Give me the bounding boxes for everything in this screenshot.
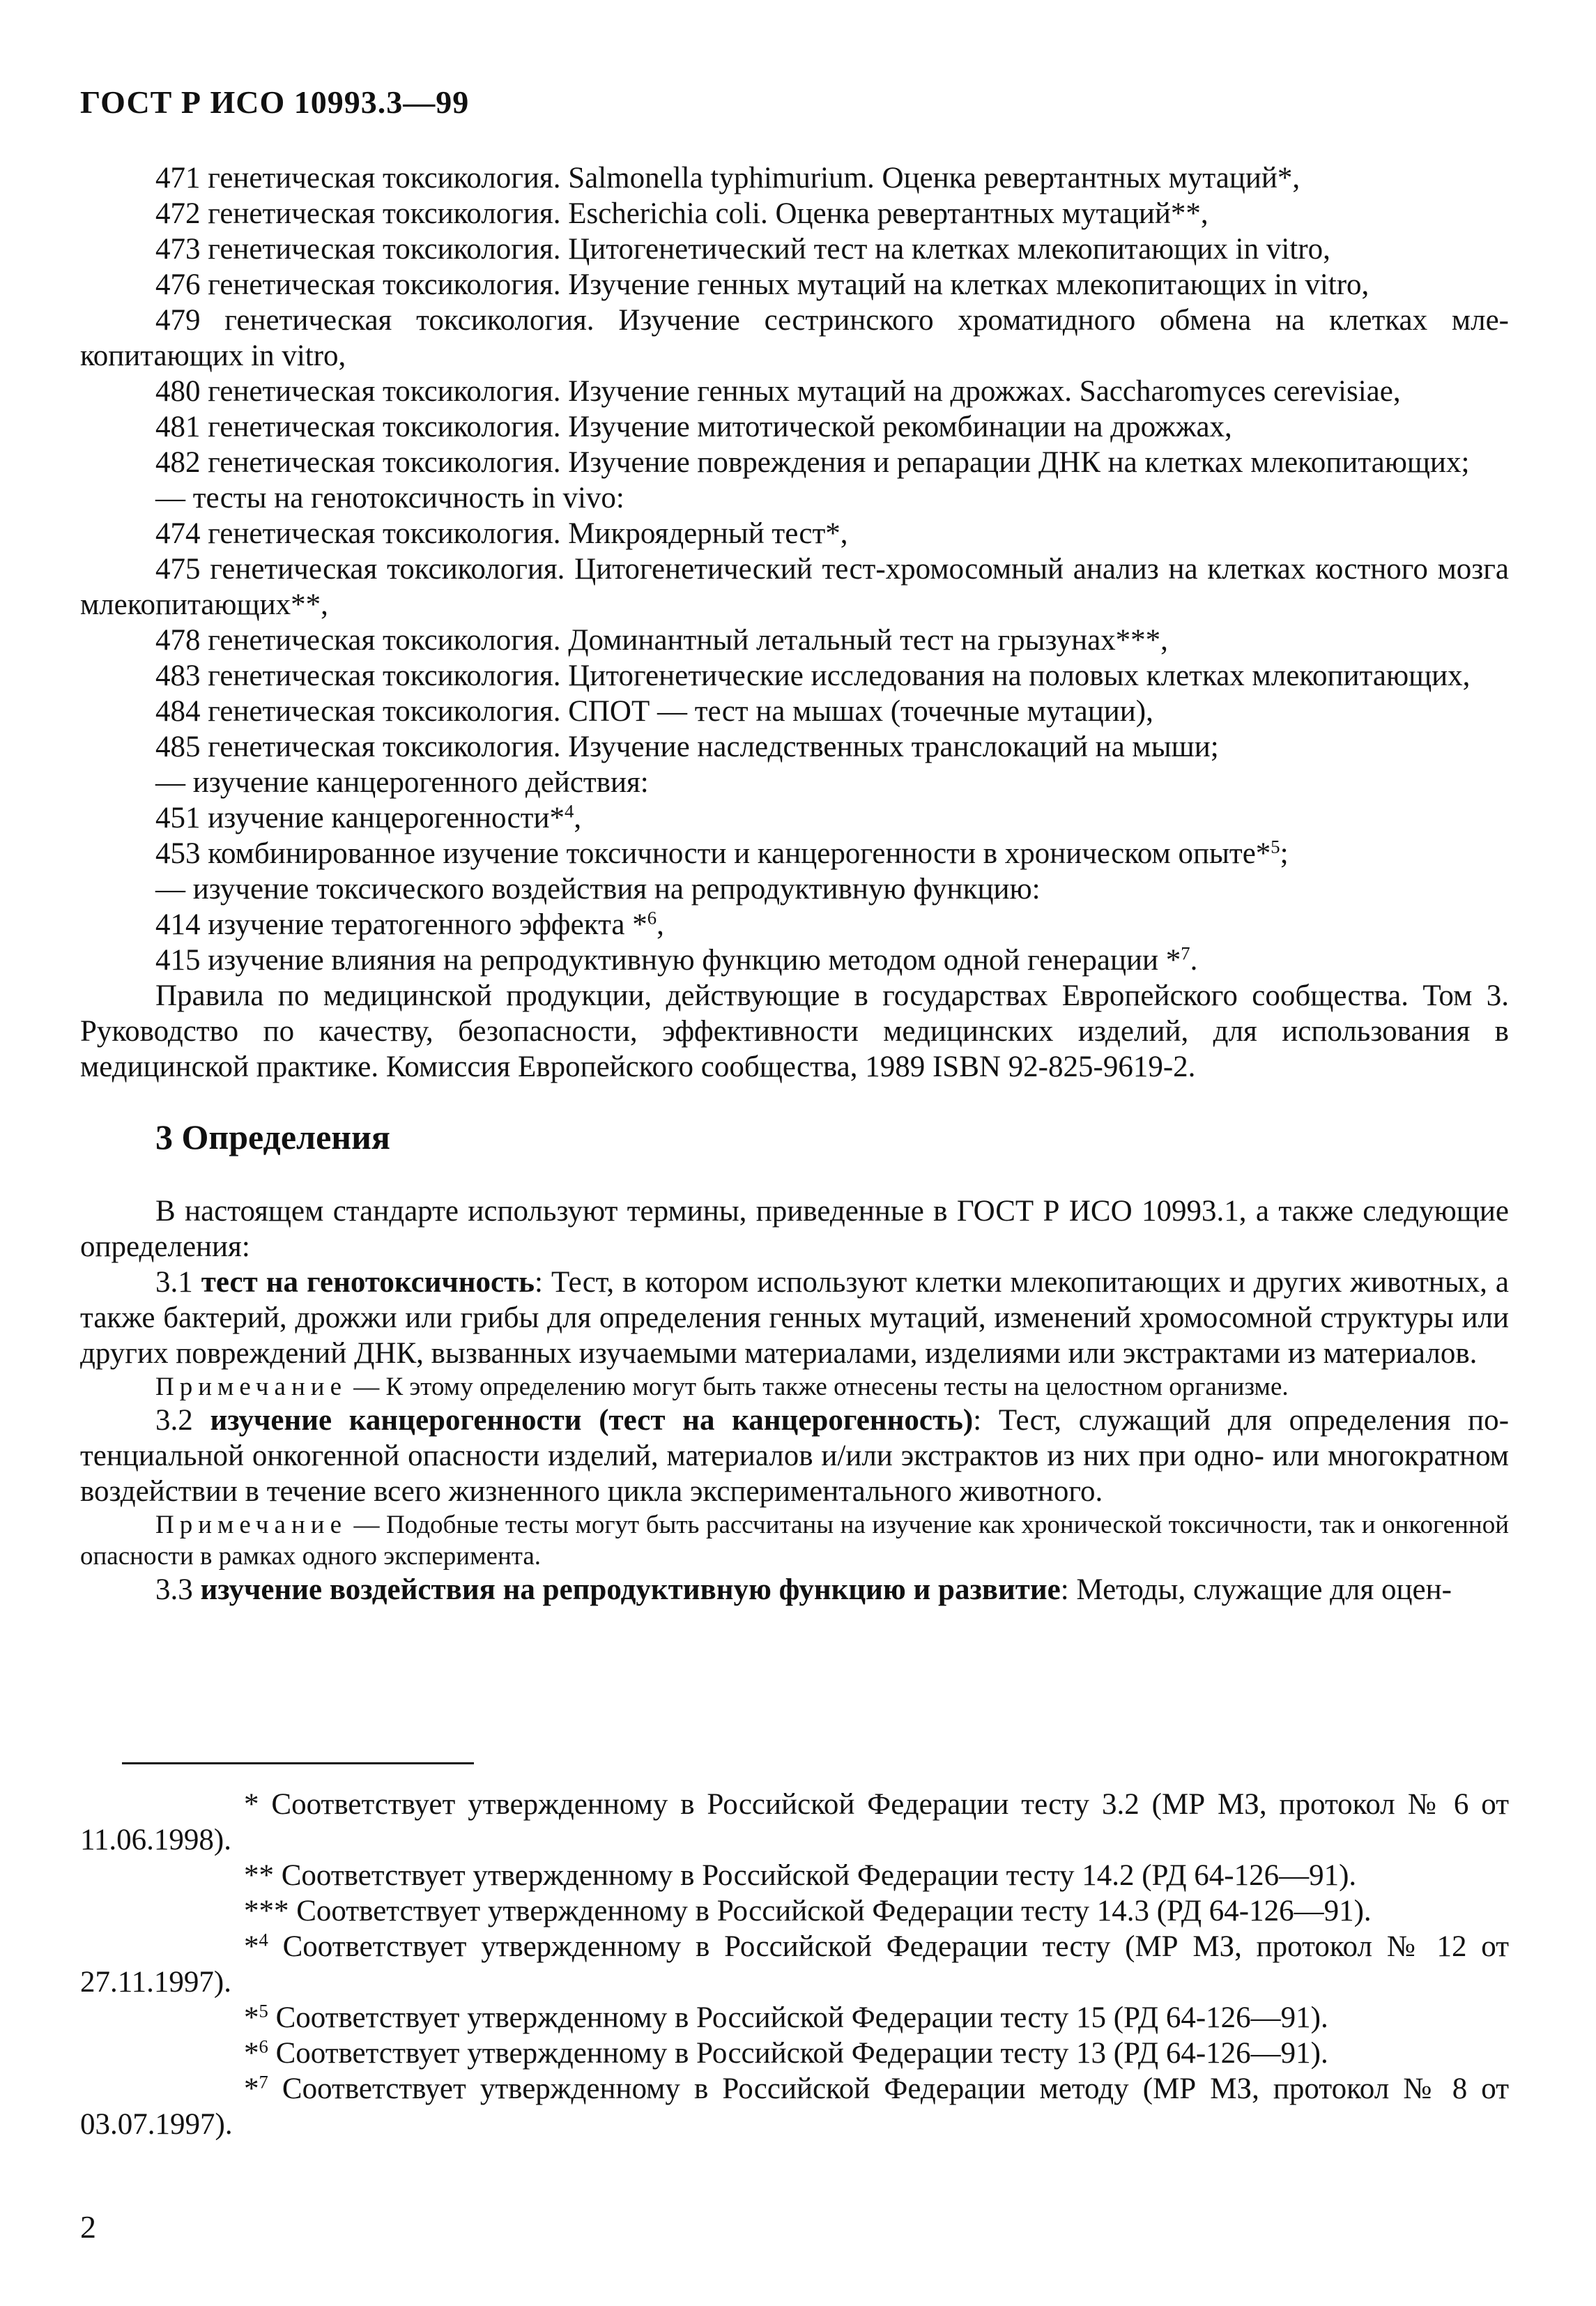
list-item: — тесты на генотоксичность in vivo: [155,482,624,514]
footnote [80,2036,1509,2071]
definition-text: : Методы, служащие для оцен- [1060,1573,1452,1606]
note-text: — Подобные тесты могут быть рассчитаны на изучение как хронической токсичности, так и онкогенной опасности в рамках одного эксперимента. [80,1511,1509,1571]
list-item: 481 генетическая токсикология. Изучение митотической рекомбинации на дрожжах, [155,411,1232,443]
definition-term: изучение воздействия на репродуктивную функцию и развитие [200,1573,1061,1606]
document-body [80,160,1509,1608]
list-item: 415 изучение влияния на репродуктивную функцию методом одной генерации *$^7$. [155,942,1198,977]
footnote: ** Соответствует утвержденному в Российской Федерации тесту 14.2 (РД 64-126—91). [244,1859,1357,1892]
note-label: Примечание [155,1511,347,1539]
definition-3-3 [80,1572,1509,1608]
footnote-text: Соответствует утвержденному в Российской Федерации тесту 13 (РД 64-126—91). [268,2037,1328,2070]
reference-paragraph: Правила по медицинской продукции, действующие в государствах Европейского сообщества. Том 3. Руководство по качеству, безопасности, эффективности медицинских изделий, для использования в медицинской практике. Комиссия Европейского сообщества, 1989 ISBN 92-825-9619-2. [80,979,1509,1083]
list-item: 482 генетическая токсикология. Изучение повреждения и репарации ДНК на клетках млекопитающих; [155,446,1470,479]
list-item: 453 комбинированное изучение токсичности и канцерогенности в хроническом опыте*$^5$; [155,836,1289,870]
note-label: Примечание [155,1373,347,1401]
footnote-superscript: 6 [259,2036,268,2057]
definition-number: 3.1 [155,1266,201,1299]
list-item: 473 генетическая токсикология. Цитогенетический тест на клетках млекопитающих in vitro, [155,233,1330,266]
footnote-superscript: 5 [1271,836,1280,857]
footnote-mark: * [244,2037,259,2070]
note-1 [80,1371,1509,1403]
definition-3-1 [80,1265,1509,1371]
list-item: 471 генетическая токсикология. Salmonella typhimurium. Оценка ревертантных мутаций*, [155,162,1300,194]
document-header: ГОСТ Р ИСО 10993.3—99 [80,84,470,120]
footnote-mark: * [244,2072,259,2105]
list-item: 474 генетическая токсикология. Микроядерный тест*, [155,517,848,550]
definition-text: : Тест, служащий для определения потенциальной онкогенной опасности изделий, материалов и/или экстрактов из них при одно- или многократном воздействии в течение всего жизненного цикла экспериментального животного. [80,1404,1510,1508]
footnote [80,2071,1509,2142]
footnote-superscript: 7 [1181,942,1190,964]
footnote-mark: * [244,1930,259,1963]
footnote-separator [122,1762,474,1764]
footnote-superscript: 7 [259,2071,268,2093]
page-number: 2 [80,2209,96,2245]
note-2 [80,1509,1509,1572]
list-item: 483 генетическая токсикология. Цитогенетические исследования на половых клетках млекопитающих, [155,659,1471,692]
list-item: 475 генетическая токсикология. Цитогенетический тест-хромосомный анализ на клетках костного мозга млекопитающих**, [80,553,1509,621]
list-item: 472 генетическая токсикология. Escherichia coli. Оценка ревертантных мутаций**, [155,197,1208,230]
list-item: 414 изучение тератогенного эффекта *$^6$, [155,907,664,941]
list-item: 478 генетическая токсикология. Доминантный летальный тест на грызунах***, [155,624,1168,657]
definition-3-2 [80,1403,1509,1509]
footnote-superscript: 6 [647,907,657,929]
definition-number: 3.3 [155,1573,201,1606]
footnote-superscript: 4 [259,1929,268,1950]
list-item: 485 генетическая токсикология. Изучение наследственных транслокаций на мыши; [155,731,1219,763]
footnote-text: Соответствует утвержденному в Российской Федерации методу (МР МЗ, протокол № 8 от 03.07.1997). [80,2072,1509,2141]
list-item: 451 изучение канцерогенности*$^4$, [155,800,582,834]
footnote: *** Соответствует утвержденному в Российской Федерации тесту 14.3 (РД 64-126—91). [244,1895,1372,1927]
method-list [80,160,1509,1085]
section-heading: 3 Определения [155,1117,390,1156]
list-item: 484 генетическая токсикология. СПОТ — тест на мышах (точечные мутации), [155,695,1153,728]
list-item: 479 генетическая токсикология. Изучение сестринского хроматидного обмена на клетках млекопитающих in vitro, [80,304,1509,372]
footnotes [80,1762,1509,2142]
list-item: 480 генетическая токсикология. Изучение генных мутаций на дрожжах. Saccharomyces cerevisiae, [155,375,1401,408]
list-item: — изучение канцерогенного действия: [155,766,649,799]
definition-term: тест на генотоксичность [201,1266,535,1299]
footnote-text: Соответствует утвержденному в Российской Федерации тесту (МР МЗ, протокол № 12 от 27.11.1997). [80,1930,1509,1999]
definition-text: : Тест, в котором используют клетки млекопитающих и других животных, а также бактерий, дрожжи или грибы для определения генных мутаций, изменений хромосомной структуры или других повреждений ДНК, вызванных изучаемыми материалами, изделиями или экстрактами из материалов. [80,1266,1510,1370]
footnote-superscript: 4 [565,800,574,822]
footnote-superscript: 5 [259,2000,268,2022]
definition-term: изучение канцерогенности (тест на канцерогенность) [210,1404,974,1437]
section-intro: В настоящем стандарте используют термины, приведенные в ГОСТ Р ИСО 10993.1, а также следующие определения: [80,1195,1509,1263]
footnote-text: Соответствует утвержденному в Российской Федерации тесту 15 (РД 64-126—91). [268,2001,1328,2034]
footnote: * Соответствует утвержденному в Российской Федерации тесту 3.2 (МР МЗ, протокол № 6 от 11.06.1998). [80,1788,1509,1856]
footnote [80,2000,1509,2036]
footnote [80,1929,1509,2000]
list-item: 476 генетическая токсикология. Изучение генных мутаций на клетках млекопитающих in vitro, [155,268,1369,301]
definition-number: 3.2 [155,1404,210,1437]
footnote-mark: * [244,2001,259,2034]
note-text: — К этому определению могут быть также отнесены тесты на целостном организме. [347,1373,1289,1401]
list-item: — изучение токсического воздействия на репродуктивную функцию: [155,873,1041,906]
